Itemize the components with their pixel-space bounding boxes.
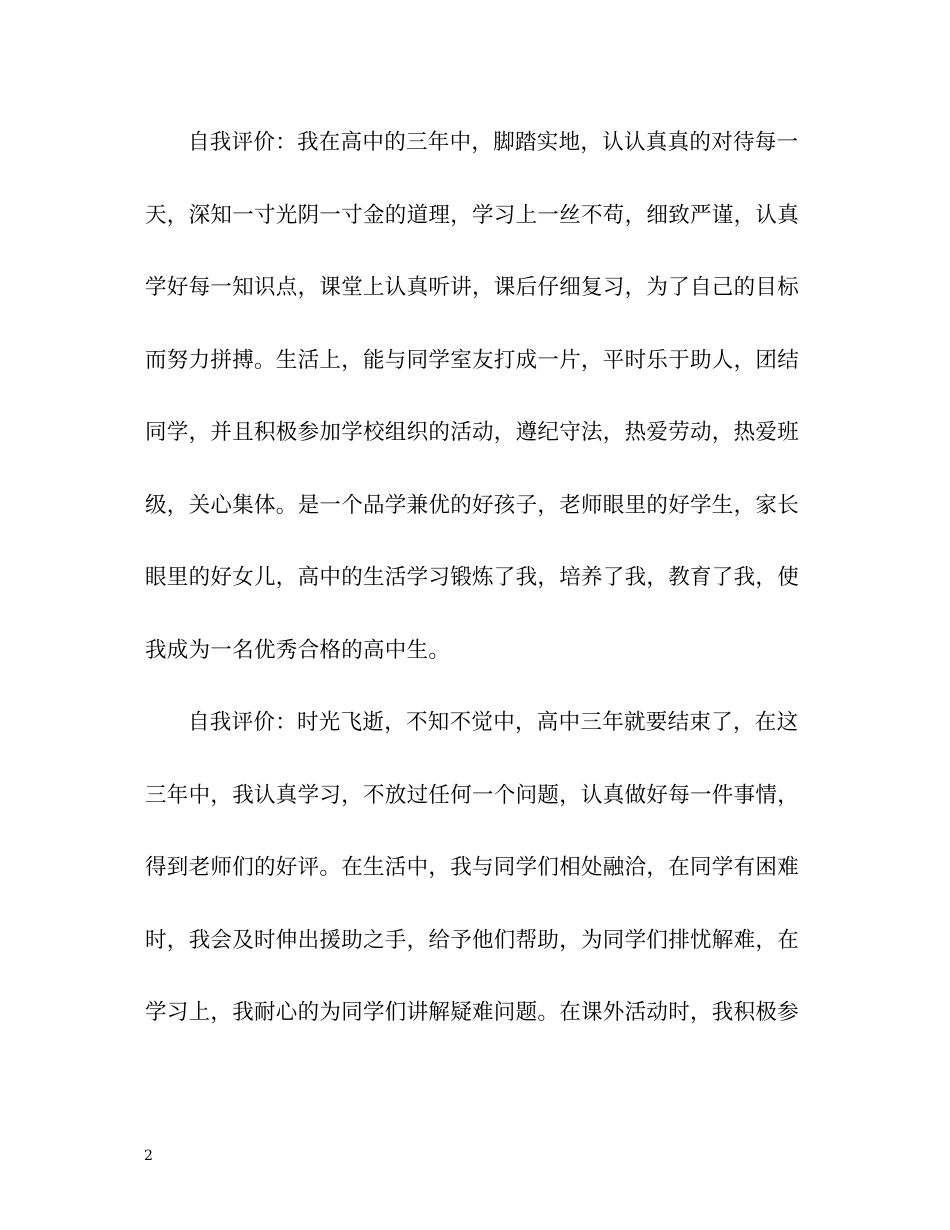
text-line: 得到老师们的好评。在生活中，我与同学们相处融洽，在同学有困难 (145, 855, 800, 880)
text-line: 三年中，我认真学习，不放过任何一个问题，认真做好每一件事情， (145, 782, 800, 808)
text-line: 自我评价：时光飞逝，不知不觉中，高中三年就要结束了，在这 (188, 710, 799, 735)
paragraph-2 (145, 702, 805, 1065)
text-line: 时，我会及时伸出援助之手，给予他们帮助，为同学们排忧解难，在 (145, 927, 800, 953)
text-line: 级，关心集体。是一个品学兼优的好孩子，老师眼里的好学生，家长 (145, 492, 800, 518)
paragraph-1 (145, 122, 805, 702)
text-line: 同学，并且积极参加学校组织的活动，遵纪守法，热爱劳动，热爱班 (145, 420, 800, 445)
page-number: 2 (144, 1148, 153, 1164)
text-line: 学好每一知识点，课堂上认真听讲，课后仔细复习，为了自己的目标 (145, 275, 800, 300)
text-line: 眼里的好女儿，高中的生活学习锻炼了我，培养了我，教育了我，使 (145, 565, 800, 590)
text-line: 我成为一名优秀合格的高中生。 (145, 637, 451, 663)
text-line: 天，深知一寸光阴一寸金的道理，学习上一丝不苟，细致严谨，认真 (145, 202, 800, 228)
text-line: 自我评价：我在高中的三年中，脚踏实地，认认真真的对待每一 (188, 130, 799, 155)
text-line: 学习上，我耐心的为同学们讲解疑难问题。在课外活动时，我积极参 (145, 1000, 800, 1025)
text-line: 而努力拼搏。生活上，能与同学室友打成一片，平时乐于助人，团结 (145, 347, 800, 373)
body-text (145, 122, 805, 1065)
